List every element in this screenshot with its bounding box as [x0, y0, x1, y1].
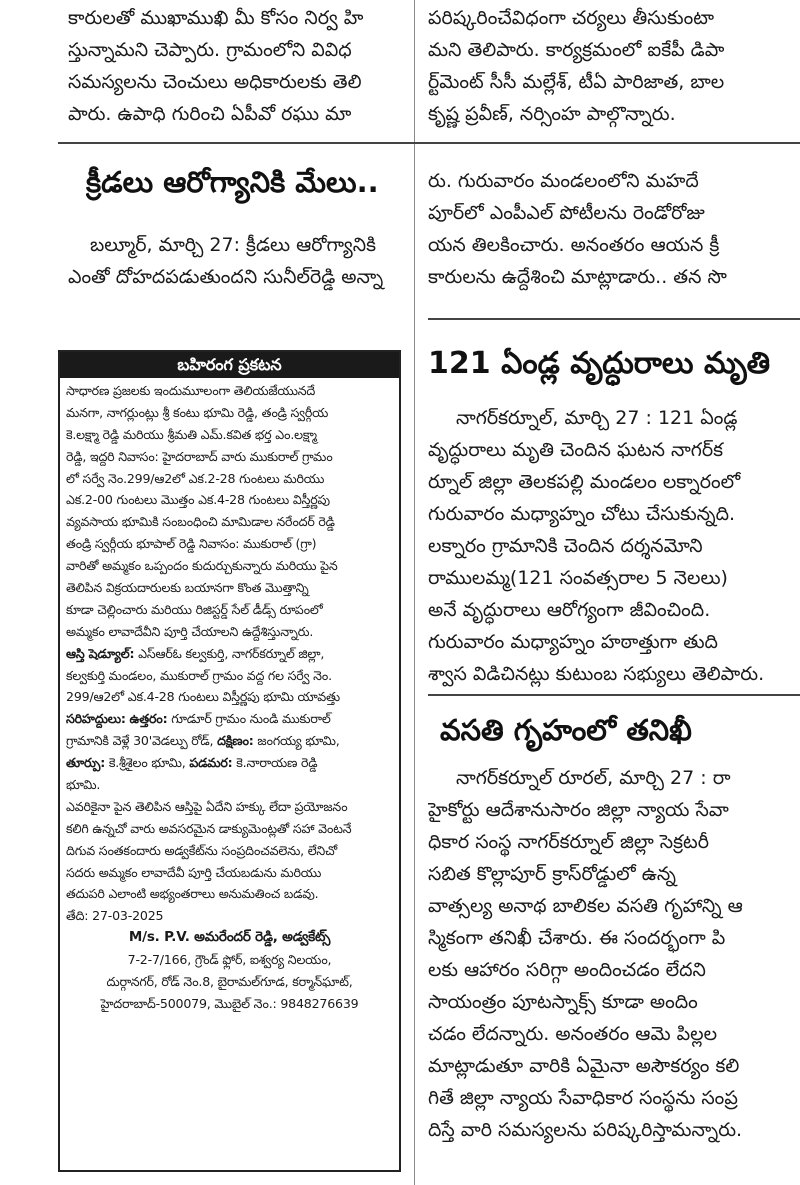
text-line: బల్మూర్, మార్చి 27: క్రీడలు ఆరోగ్యానికి	[90, 234, 376, 256]
text-line: అనే వృద్ధురాలు ఆరోగ్యంగా జీవించింది.	[428, 599, 711, 621]
sports-article-continued	[428, 165, 800, 297]
bounds-label: సరిహద్దులు:	[66, 711, 126, 727]
notice-line: తెలిపిన విక్రయదారులకు బయానగా కొంత మొత్తాన్ని	[66, 580, 309, 596]
bounds-text: గ్రామానికి వెళ్లే 30'వెడల్పు రోడ్,	[66, 733, 214, 749]
column-divider	[414, 0, 415, 1185]
text-line: నాగర్‌కర్నూల్, మార్చి 27 : 121 ఏండ్ల	[456, 407, 738, 429]
text-line: ర్నూల్ జిల్లా తెలకపల్లి మండలం లక్నారంలో	[428, 471, 741, 493]
notice-title: బహిరంగ ప్రకటన	[60, 352, 399, 378]
notice-line: కె.లక్ష్మా రెడ్డి మరియు శ్రీమతి ఎమ్.కవిత భర్త ఎం.లక్ష్మా	[66, 426, 317, 442]
top-left-article	[68, 2, 400, 134]
text-line: హైకోర్టు ఆదేశానుసారం జిల్లా న్యాయ సేవా	[428, 799, 729, 821]
east-label: తూర్పు:	[66, 755, 106, 771]
text-line: లకు ఆహారం సరిగ్గా అందించడం లేదని	[428, 959, 706, 981]
notice-line	[66, 643, 393, 665]
text-line: సమస్యలను చెంచులు అధికారులకు తెలి	[68, 71, 362, 93]
west-text: కె.నారాయణ రెడ్డి	[232, 755, 318, 771]
notice-line: 299/ఆ2లో ఎక.4-28 గుంటలు విస్తీర్ణపు భూమి యావత్తు	[66, 689, 340, 705]
text-line: ధికార సంస్థ నాగర్‌కర్నూల్ జిల్లా సెక్రటరీ	[428, 831, 709, 853]
north-label: ఉత్తరం:	[129, 711, 168, 727]
text-line: శ్వాస విడిచినట్లు కుటుంబ సభ్యులు తెలిపారు.	[428, 663, 765, 685]
notice-line	[66, 730, 393, 752]
text-line: రు. గురువారం మండలంలోని మహదే	[428, 170, 699, 192]
text-line: రాములమ్మ(121 సంవత్సరాల 5 నెలలు)	[428, 567, 728, 589]
notice-line	[66, 708, 393, 730]
text-line: సబిత కొల్లాపూర్ క్రాస్‌రోడ్డులో ఉన్న	[428, 863, 676, 885]
text-line: గితే జిల్లా న్యాయ సేవాధికార సంస్థను సంప్ర	[428, 1087, 738, 1109]
notice-address-line: 7-2-7/166, గ్రౌండ్ ఫ్లోర్, ఐశ్వర్య నిలయం,	[127, 952, 332, 968]
notice-line: భూమి.	[66, 777, 101, 793]
notice-line: వ్యవసాయ భూమికి సంబంధించి మామిడాల నరేందర్ రెడ్డి	[66, 514, 335, 530]
text-line: నాగర్‌కర్నూల్ రూరల్, మార్చి 27 : రా	[456, 767, 731, 789]
sports-headline: క్రీడలు ఆరోగ్యానికి మేలు..	[86, 165, 379, 199]
text-line: పూర్‌లో ఎంపీఎల్ పోటీలను రెండోరోజు	[428, 202, 705, 224]
text-line: కారులతో ముఖాముఖి మీ కోసం నిర్వ హి	[68, 7, 364, 29]
south-label: దక్షిణం:	[217, 733, 254, 749]
text-line: సాయంత్రం పూటస్నాక్స్ కూడా అందిం	[428, 991, 698, 1013]
east-text: కె.శ్రీశైలం భూమి,	[105, 755, 186, 771]
text-line: గురువారం మధ్యాహ్నం హఠాత్తుగా తుది	[428, 631, 718, 653]
south-text: జంగయ్య భూమి,	[253, 733, 340, 749]
public-notice	[58, 350, 401, 1172]
notice-line: కల్వకుర్తి మండలం, ముకురాల్ గ్రామం వద్ద గల సర్వే నెం.	[66, 667, 332, 683]
notice-line: ఎవరికైనా పైన తెలిపిన ఆస్తిపై ఏదేని హక్కు లేదా ప్రయోజనం	[66, 798, 348, 814]
notice-signatory: M/s. P.V. అమరేందర్ రెడ్డి, అడ్వకేట్స్	[128, 929, 331, 946]
text-line: ఎంతో దోహదపడుతుందని సునీల్‌రెడ్డి అన్నా	[68, 266, 384, 288]
notice-line: దిగువ సంతకందారు అడ్వకేట్‌ను సంప్రదించవలెను, లేనిచో	[66, 842, 337, 858]
notice-line	[66, 752, 393, 774]
north-text: గూడూర్ గ్రామం నుండి ముకురాల్	[167, 711, 331, 727]
section-divider	[428, 318, 800, 320]
notice-line: సాధారణ ప్రజలకు ఇందుమూలంగా తెలియజేయునదే	[66, 383, 316, 398]
notice-date: తేది: 27-03-2025	[66, 908, 164, 924]
text-line: వృద్ధురాలు మృతి చెందిన ఘటన నాగర్‌క	[428, 439, 724, 461]
notice-address-line: హైదరాబాద్-500079, మొబైల్ నెం.: 9848276639	[100, 995, 359, 1011]
notice-line: ఎక.2-00 గుంటలు మొత్తం ఎక.4-28 గుంటలు విస్తీర్ణపు	[66, 492, 330, 508]
text-line: మని తెలిపారు. కార్యక్రమంలో ఐకేపీ డిపా	[428, 39, 725, 61]
notice-line: తండ్రి స్వర్గీయ భూపాల్ రెడ్డి నివాసం: ముకురాల్ (గ్రా)	[66, 536, 317, 552]
section-divider	[58, 142, 800, 144]
notice-line: కూడా చెల్లించారు మరియు రిజిస్టర్డ్ సేల్ డీడ్స్ రూపంలో	[66, 601, 323, 617]
text-line: స్తున్నామని చెప్పారు. గ్రామంలోని వివిధ	[68, 39, 352, 61]
hostel-headline: వసతి గృహంలో తనిఖీ	[440, 713, 692, 747]
text-line: మాట్లాడుతూ వారికి ఏమైనా అసౌకర్యం కలి	[428, 1055, 740, 1077]
schedule-label: ఆస్తి షెడ్యూల్:	[66, 645, 135, 661]
text-line: దిస్తే వారి సమస్యలను పరిష్కరిస్తామన్నారు.	[428, 1119, 743, 1141]
text-line: ర్ట్‌మెంట్ సీసీ మల్లేశ్, టీఏ పారిజాత, బాల	[428, 71, 725, 93]
notice-line: మనగా, నాగర్లుంట్లు శ్రీ కంటు భూమి రెడ్డి, తండ్రి స్వర్గీయ	[66, 404, 329, 420]
text-line: పరిష్కరించేవిధంగా చర్యలు తీసుకుంటా	[428, 7, 715, 29]
notice-line: తదుపరి ఎలాంటి అభ్యంతరాలు అనుమతించ బడవు.	[66, 886, 319, 902]
notice-line: కలిగి ఉన్నచో వారు అవసరమైన డాక్యుమెంట్లతో సహా వెంటనే	[66, 820, 352, 836]
text-line: లక్నారం గ్రామానికి చెందిన దర్శనమోని	[428, 535, 703, 557]
woman-article-body	[428, 402, 800, 692]
notice-line: వారితో అమ్మకం ఒప్పందం కుదుర్చుకున్నారు మరియు పైన	[66, 558, 338, 574]
text-line: గురువారం మధ్యాహ్నం చోటు చేసుకున్నది.	[428, 503, 736, 525]
sports-article-body	[68, 229, 403, 295]
text-line: పారు. ఉపాధి గురించి ఏపీవో రఘు మా	[68, 103, 352, 125]
schedule-text: ఎస్ఆర్ఓ కల్వకుర్తి, నాగర్‌కర్నూల్ జిల్లా,	[134, 645, 325, 661]
text-line: కారులను ఉద్దేశించి మాట్లాడారు.. తన సొ	[428, 266, 727, 288]
section-divider	[428, 694, 800, 696]
text-line: స్మికంగా తనిఖీ చేశారు. ఈ సందర్భంగా పి	[428, 927, 726, 949]
top-right-article	[428, 2, 800, 134]
notice-line: లో సర్వే నెం.299/ఆ2లో ఎక.2-28 గుంటలు మరియు	[66, 470, 325, 486]
notice-line: అమ్మకం లావాదేవీని పూర్తి చేయాలని ఉద్దేశిస్తున్నారు.	[66, 623, 314, 639]
hostel-article-body	[428, 762, 800, 1152]
text-line: యన తిలకించారు. అనంతరం ఆయన క్రీ	[428, 234, 720, 256]
text-line: చడం లేదన్నారు. అనంతరం ఆమె పిల్లల	[428, 1023, 718, 1045]
woman-headline: 121 ఏండ్ల వృద్ధురాలు మృతి	[428, 346, 771, 381]
notice-address-line: దుర్గానగర్, రోడ్ నెం.8, బైరామల్‌గూడ, కర్మాన్‌ఘాట్,	[106, 974, 353, 990]
west-label: పడమర:	[189, 755, 233, 771]
text-line: కృష్ణ ప్రవీణ్, నర్సింహ పాల్గొన్నారు.	[428, 103, 676, 125]
text-line: వాత్సల్య అనాథ బాలికల వసతి గృహాన్ని ఆ	[428, 895, 743, 917]
notice-line: రెడ్డి, ఇద్దరి నివాసం: హైదరాబాద్ వారు ముకురాల్ గ్రామం	[66, 448, 333, 464]
notice-line: సదరు అమ్మకం లావాదేవీ పూర్తి చేయబడును మరియు	[66, 864, 322, 880]
